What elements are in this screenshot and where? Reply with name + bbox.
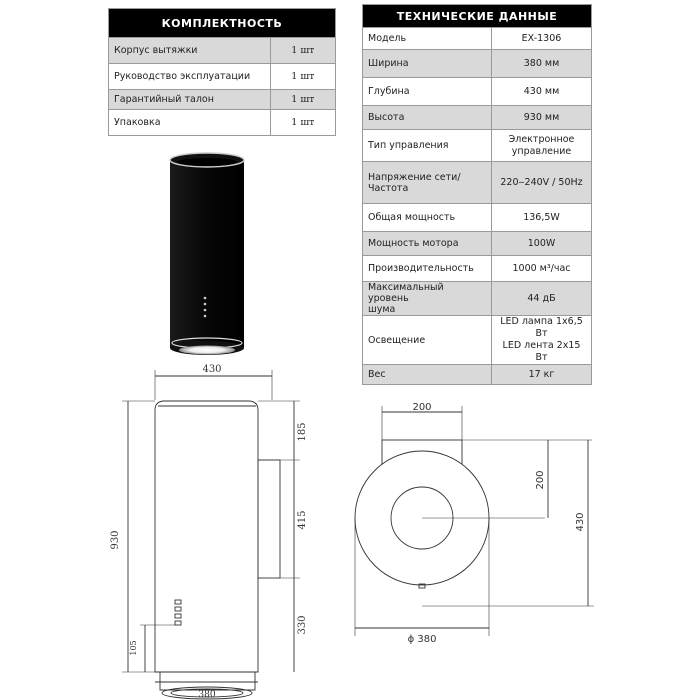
- dim-height-label: 930: [110, 530, 121, 550]
- table-row: Мощность мотора 100W: [363, 232, 592, 256]
- table-row: Максимальный уровень шума 44 дБ: [363, 282, 592, 316]
- dim-middle-section-label: 415: [297, 510, 308, 530]
- table-row: Вес 17 кг: [363, 365, 592, 385]
- side-control-buttons: [175, 600, 181, 625]
- dim-total-depth-label: 430: [575, 512, 586, 532]
- table-row: Напряжение сети/ Частота 220‒240V / 50Hz: [363, 162, 592, 204]
- table-row: Упаковка 1 шт: [109, 110, 336, 136]
- tech-title: ТЕХНИЧЕСКИЕ ДАННЫЕ: [363, 5, 592, 28]
- dim-depth-label: 430: [202, 364, 222, 375]
- table-row: Ширина 380 мм: [363, 50, 592, 78]
- table-row: Корпус вытяжки 1 шт: [109, 38, 336, 64]
- table-row: Производительность 1000 м³/час: [363, 256, 592, 282]
- table-row: Тип управления Электронное управление: [363, 130, 592, 162]
- dim-button-offset-label: 105: [129, 640, 138, 656]
- dim-bottom-section-label: 330: [297, 615, 308, 635]
- dim-duct-width-label: 200: [412, 402, 432, 413]
- table-row: Высота 930 мм: [363, 106, 592, 130]
- table-row: Гарантийный талон 1 шт: [109, 90, 336, 110]
- table-row: Руководство эксплуатации 1 шт: [109, 64, 336, 90]
- table-row: Общая мощность 136,5W: [363, 204, 592, 232]
- dim-width-label: 380: [198, 690, 216, 700]
- dim-duct-depth-label: 200: [535, 470, 546, 490]
- table-row: Модель EX-1306: [363, 28, 592, 50]
- hood-render: [170, 153, 244, 355]
- table-row: Глубина 430 мм: [363, 78, 592, 106]
- table-row: Освещение LED лампа 1х6,5 Вт LED лента 2х15 Вт: [363, 316, 592, 365]
- side-view-drawing: [122, 370, 300, 699]
- top-view-drawing: [355, 406, 594, 636]
- kit-title: КОМПЛЕКТНОСТЬ: [109, 9, 336, 38]
- dim-diameter-label: ϕ 380: [407, 634, 437, 645]
- dim-top-section-label: 185: [297, 422, 308, 442]
